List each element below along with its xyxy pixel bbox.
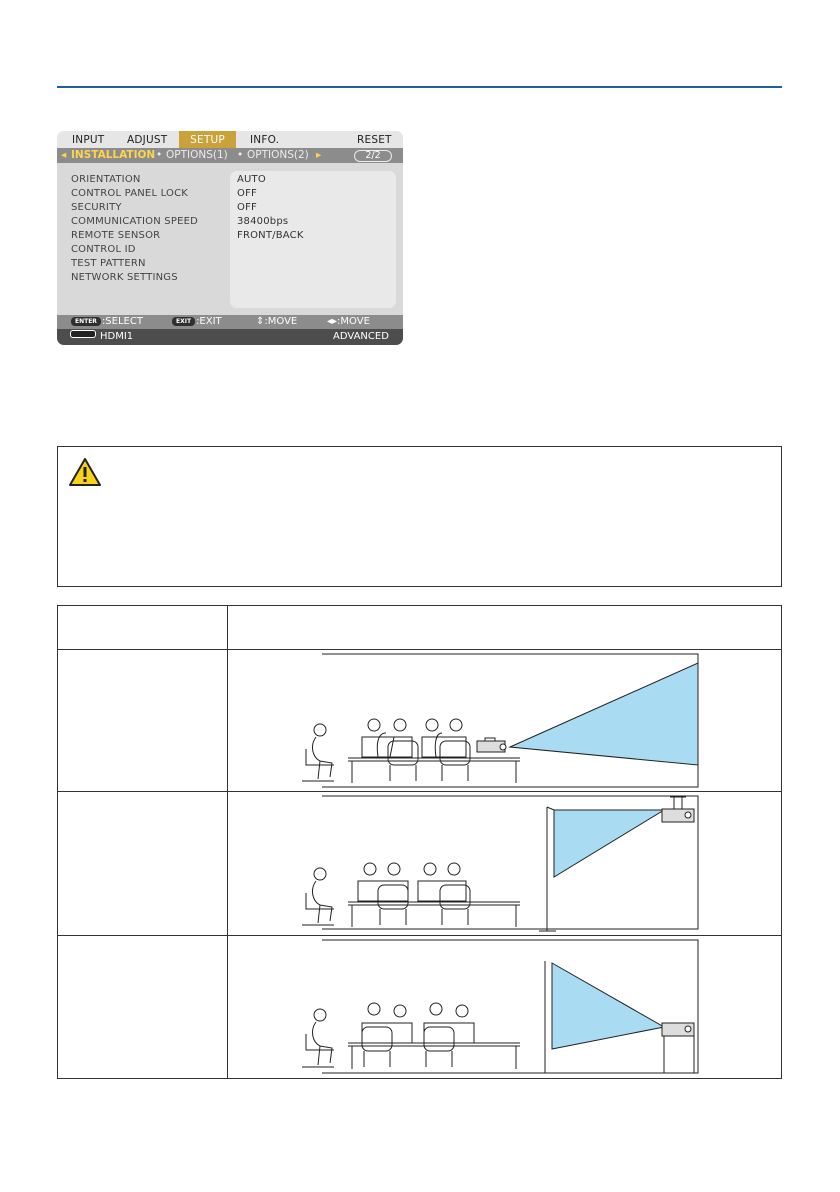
menu-item-security[interactable]: SECURITY xyxy=(71,202,122,213)
osd-subtab-bar xyxy=(57,148,403,163)
table-border xyxy=(57,605,58,1079)
exit-hint xyxy=(172,315,222,329)
osd-key-guide xyxy=(57,315,403,329)
osd-tab-bar xyxy=(57,131,403,148)
table-border xyxy=(57,605,782,606)
subtab-installation[interactable]: INSTALLATION xyxy=(71,149,156,161)
move-horizontal-hint xyxy=(327,315,370,329)
select-hint xyxy=(71,315,143,329)
value-panel xyxy=(230,171,396,308)
exit-hint-label: :EXIT xyxy=(196,316,222,327)
value-communication-speed: 38400bps xyxy=(237,216,289,227)
table-border xyxy=(781,605,782,1079)
table-column-divider xyxy=(227,605,228,1079)
caution-box xyxy=(57,446,782,587)
table-border xyxy=(57,1078,782,1079)
ceiling-front-illustration xyxy=(290,795,710,933)
value-remote-sensor: FRONT/BACK xyxy=(237,230,304,241)
right-arrow-icon: ▸ xyxy=(316,149,322,161)
left-right-icon: ◂▸ xyxy=(327,316,338,327)
move-vertical-hint xyxy=(256,315,297,329)
menu-item-test-pattern[interactable]: TEST PATTERN xyxy=(71,258,146,269)
tab-info[interactable]: INFO. xyxy=(250,134,280,146)
osd-body xyxy=(57,163,403,313)
hdmi-icon xyxy=(70,330,96,338)
table-row-divider xyxy=(57,649,782,650)
input-label: HDMI1 xyxy=(100,331,134,342)
page-indicator: 2/2 xyxy=(354,150,392,162)
menu-item-control-panel-lock[interactable]: CONTROL PANEL LOCK xyxy=(71,188,189,199)
select-hint-label: :SELECT xyxy=(101,316,143,327)
desk-front-illustration xyxy=(290,653,710,789)
header-rule xyxy=(57,86,782,88)
enter-key-icon: ENTER xyxy=(71,317,101,326)
menu-item-orientation[interactable]: ORIENTATION xyxy=(71,174,141,185)
subtab-options-1[interactable]: OPTIONS(1) xyxy=(166,149,228,161)
desk-rear-illustration xyxy=(290,939,710,1077)
table-row-divider xyxy=(57,791,782,792)
left-arrow-icon: ◂ xyxy=(61,149,67,161)
orientation-table xyxy=(57,605,782,1079)
tab-setup[interactable]: SETUP xyxy=(179,131,236,148)
bullet-icon: • xyxy=(237,149,244,161)
bullet-icon: • xyxy=(156,149,163,161)
table-row-divider xyxy=(57,935,782,936)
tab-input[interactable]: INPUT xyxy=(72,134,105,146)
warning-icon xyxy=(68,457,102,487)
input-indicator xyxy=(70,329,133,345)
tab-adjust[interactable]: ADJUST xyxy=(127,134,168,146)
subtab-options-2[interactable]: OPTIONS(2) xyxy=(247,149,309,161)
menu-mode: ADVANCED xyxy=(333,331,389,342)
value-security: OFF xyxy=(237,202,257,213)
osd-menu xyxy=(57,131,403,345)
tab-reset[interactable]: RESET xyxy=(357,134,392,146)
menu-item-remote-sensor[interactable]: REMOTE SENSOR xyxy=(71,230,161,241)
menu-item-control-id[interactable]: CONTROL ID xyxy=(71,244,136,255)
exit-key-icon: EXIT xyxy=(172,317,195,326)
menu-item-network-settings[interactable]: NETWORK SETTINGS xyxy=(71,272,178,283)
osd-status-bar xyxy=(57,329,403,345)
move-horizontal-label: :MOVE xyxy=(337,316,370,327)
up-down-icon: ⇕ xyxy=(256,316,265,327)
move-vertical-label: :MOVE xyxy=(264,316,298,327)
value-orientation: AUTO xyxy=(237,174,266,185)
menu-item-communication-speed[interactable]: COMMUNICATION SPEED xyxy=(71,216,199,227)
value-control-panel-lock: OFF xyxy=(237,188,257,199)
